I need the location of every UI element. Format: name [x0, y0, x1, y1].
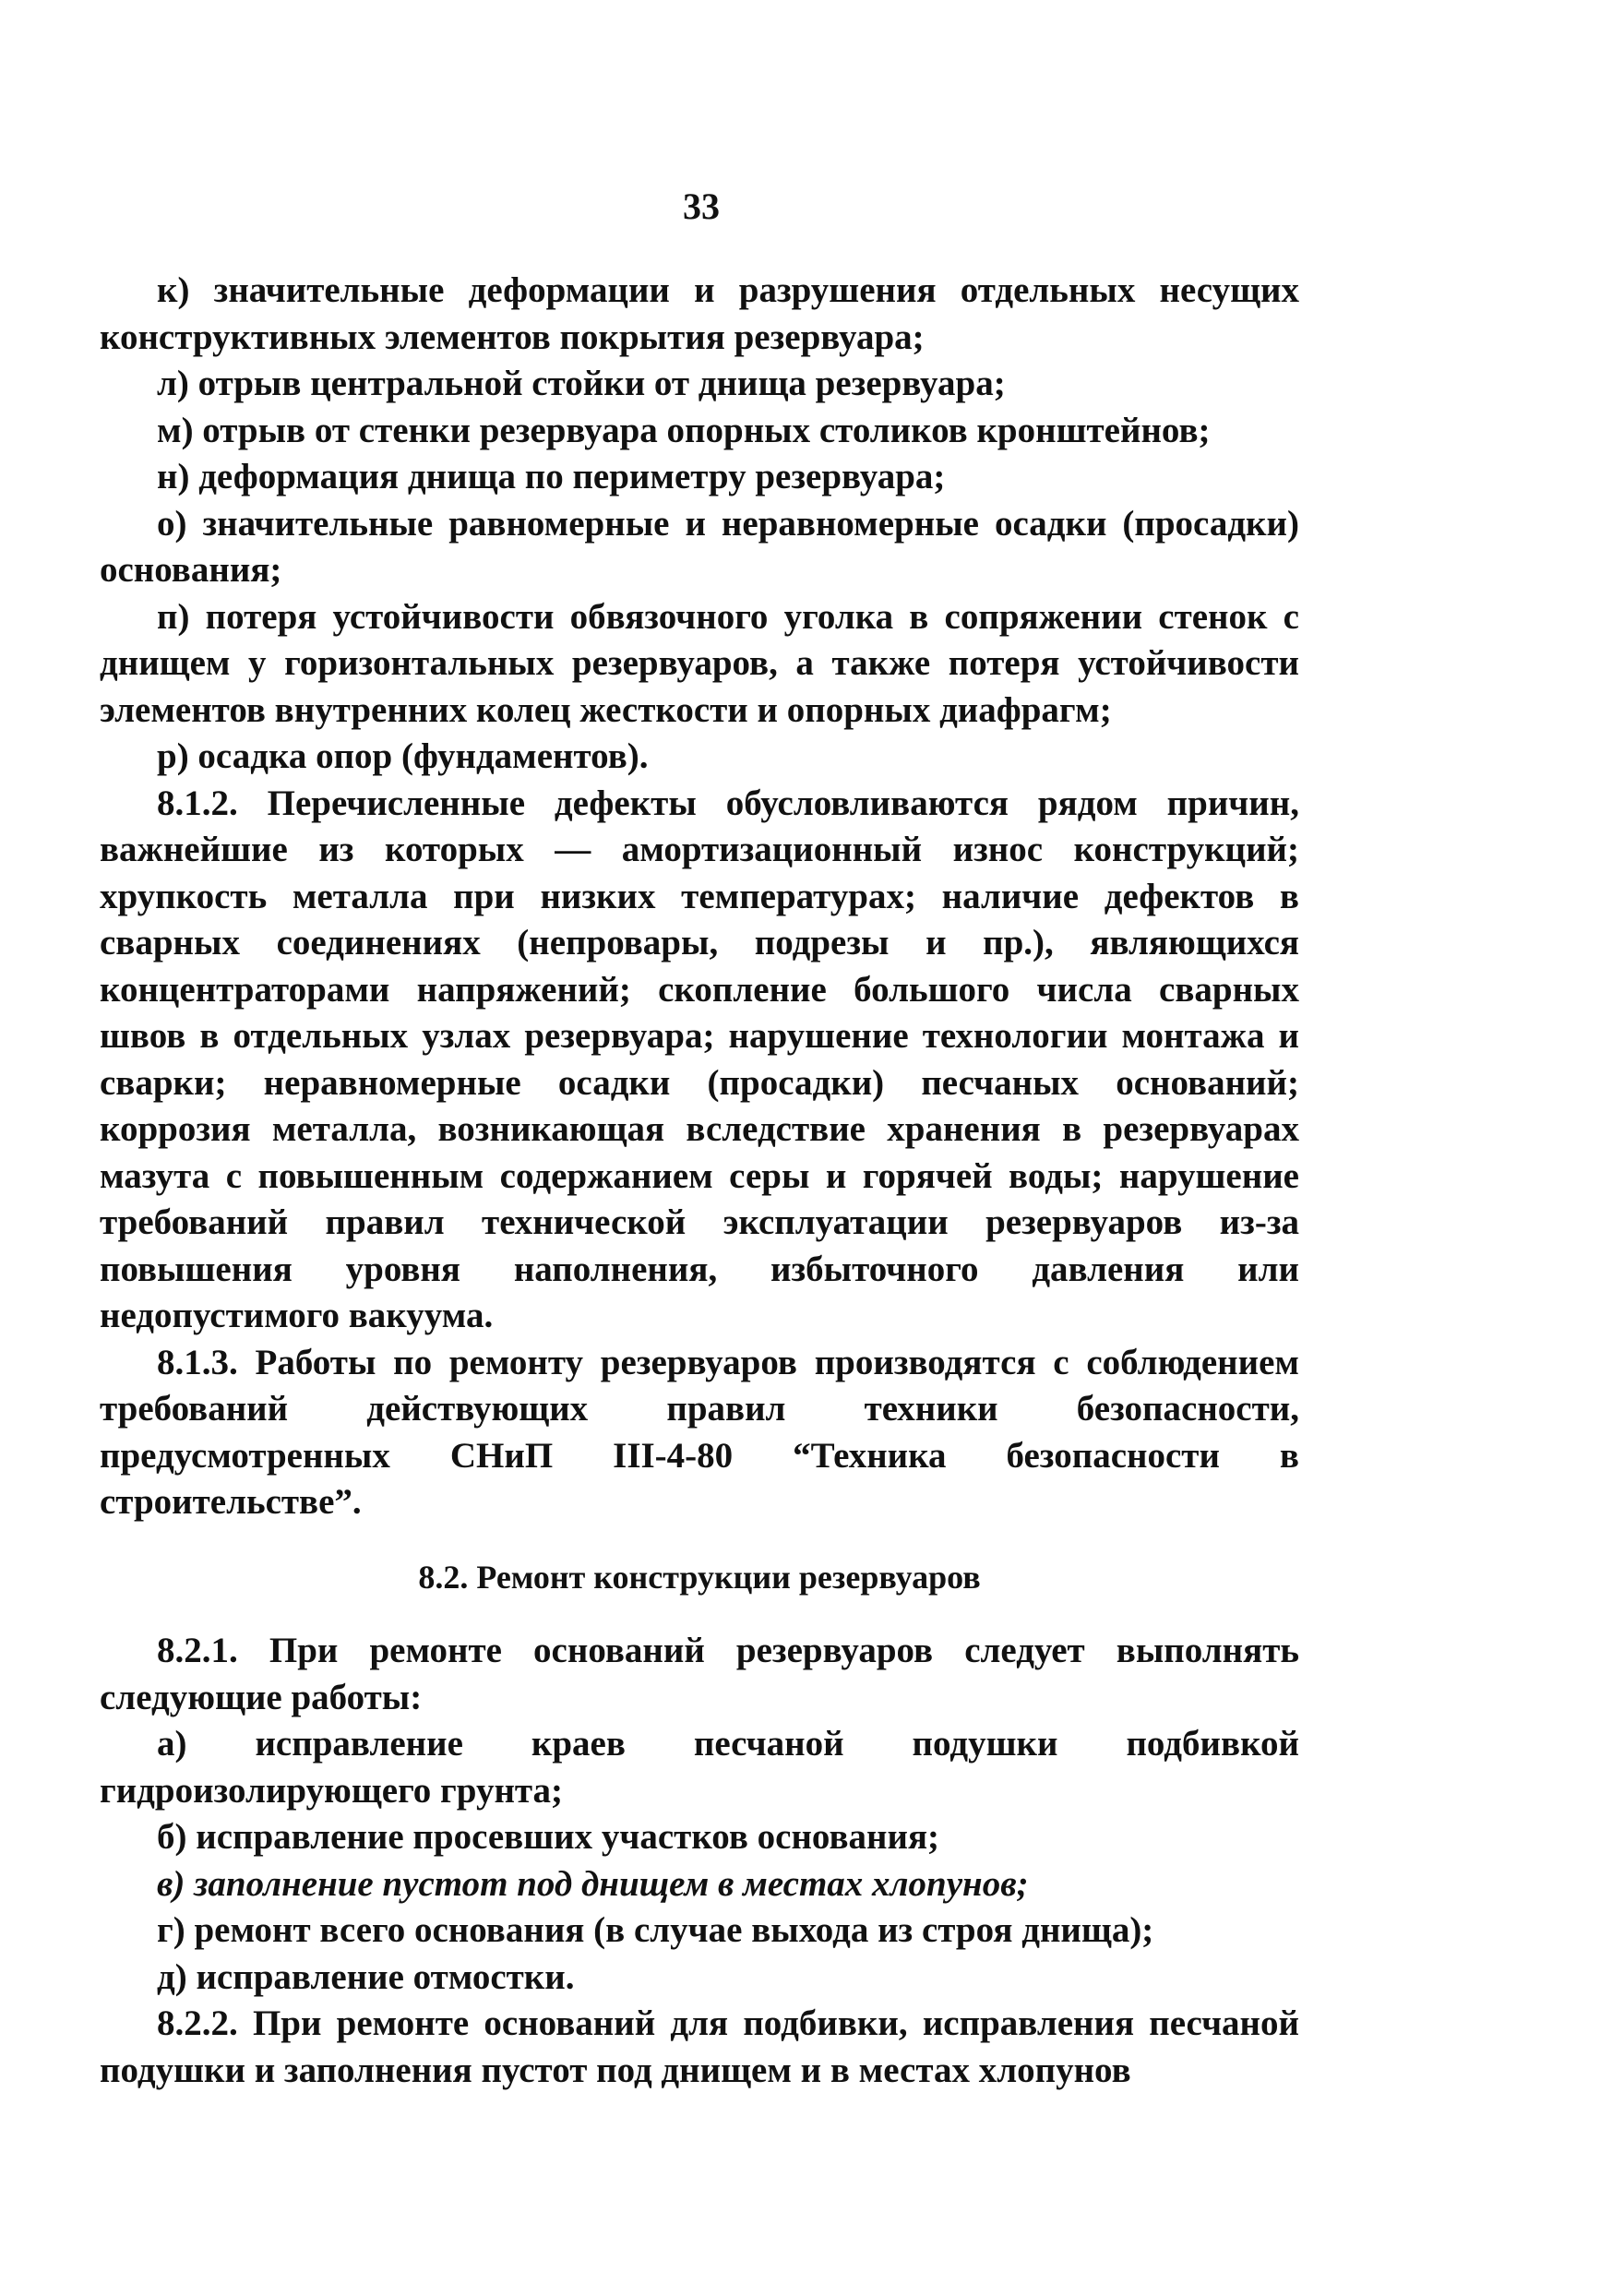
list-item-o: о) значительные равномерные и неравномерные осадки (просадки) основания;	[100, 503, 1299, 590]
section-heading: 8.2. Ремонт конструкции резервуаров	[418, 1558, 981, 1596]
list-item-p: п) потеря устойчивости обвязочного уголка в сопряжении стенок с днищем у горизонтальных резервуаров, а также потеря устойчивости элементов внутренних колец жесткости и опорных диафрагм;	[100, 596, 1299, 730]
page-body	[100, 268, 1299, 2094]
paragraph-8-1-3: 8.1.3. Работы по ремонту резервуаров производятся с соблюдением требований действующих правил техники безопасности, предусмотренных СНиП III-4-80 “Техника безопасности в строительстве”.	[100, 1342, 1299, 1522]
list-item-d: д) исправление отмостки.	[157, 1956, 575, 1997]
list-item-b: б) исправление просевших участков основания;	[157, 1817, 940, 1857]
page-number: 33	[683, 185, 720, 227]
list-item-l: л) отрыв центральной стойки от днища резервуара;	[157, 364, 1006, 403]
list-item-a: а) исправление краев песчаной подушки подбивкой гидроизолирующего грунта;	[100, 1724, 1299, 1811]
list-item-k: к) значительные деформации и разрушения отдельных несущих конструктивных элементов покрытия резервуара;	[100, 270, 1299, 357]
list-item-m: м) отрыв от стенки резервуара опорных столиков кронштейнов;	[157, 410, 1211, 450]
list-item-g: г) ремонт всего основания (в случае выхода из строя днища);	[157, 1910, 1154, 1950]
list-item-v: в) заполнение пустот под днищем в местах хлопунов;	[157, 1863, 1029, 1904]
paragraph-8-2-1: 8.2.1. При ремонте оснований резервуаров следует выполнять следующие работы:	[100, 1631, 1299, 1717]
paragraph-8-2-2: 8.2.2. При ремонте оснований для подбивки, исправления песчаной подушки и заполнения пустот под днищем и в местах хлопунов	[100, 2003, 1299, 2090]
list-item-r: р) осадка опор (фундаментов).	[157, 736, 649, 776]
list-item-n: н) деформация днища по периметру резервуара;	[157, 457, 946, 496]
paragraph-8-1-2: 8.1.2. Перечисленные дефекты обусловливаются рядом причин, важнейшие из которых — амортизационный износ конструкций; хрупкость металла при низких температурах; наличие дефектов в сварных соединениях (непровары, подрезы и пр.), являющихся концентраторами напряжений; скопление большого числа сварных швов в отдельных узлах резервуара; нарушение технологии монтажа и сварки; неравномерные осадки (просадки) песчаных оснований; коррозия металла, возникающая вследствие хранения в резервуарах мазута с повышенным содержанием серы и горячей воды; нарушение требований правил технической эксплуатации резервуаров из-за повышения уровня наполнения, избыточного давления или недопустимого вакуума.	[100, 783, 1299, 1335]
